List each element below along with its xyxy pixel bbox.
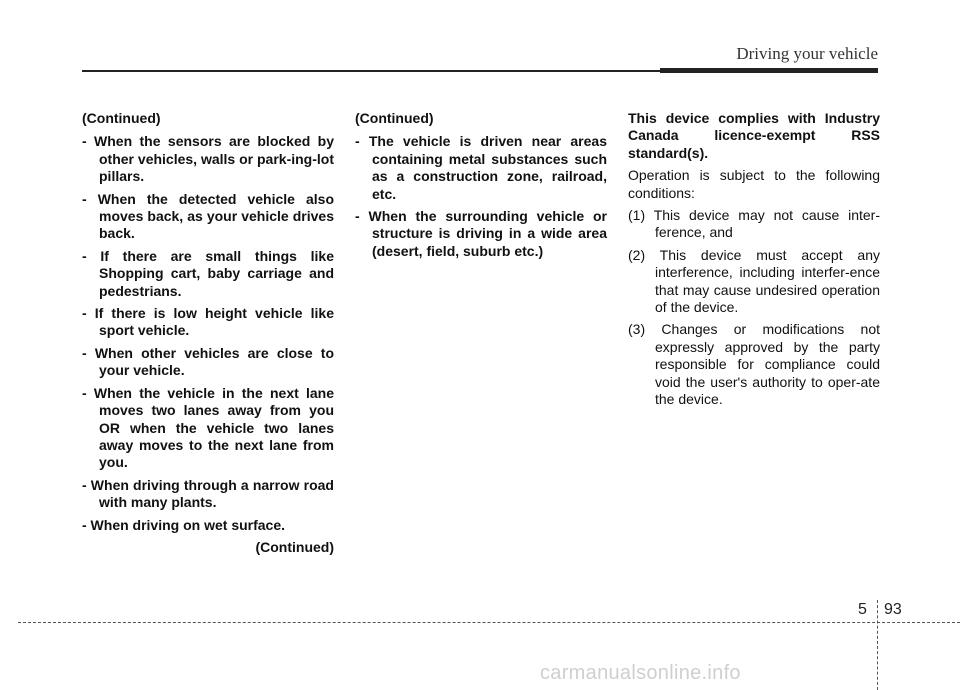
footer-rule — [18, 622, 960, 623]
list-item: - When other vehicles are close to your vehicle. — [82, 344, 334, 379]
list-item: - When the detected vehicle also moves back, as your vehicle drives back. — [82, 190, 334, 242]
column-left — [82, 110, 334, 556]
watermark: carmanualsonline.info — [540, 662, 741, 684]
condition-item: (1) This device may not cause inter-ference, and — [628, 207, 880, 241]
continued-footer: (Continued) — [255, 538, 334, 555]
section-title: Driving your vehicle — [736, 44, 878, 63]
page-number: 93 — [884, 601, 902, 618]
column-middle — [355, 110, 607, 265]
list-item: - When the vehicle in the next lane moves two lanes away from you OR when the vehicle two lanes away moves to the next lane from you. — [82, 384, 334, 471]
header-rule — [82, 70, 662, 72]
condition-item: (3) Changes or modifications not expressly approved by the party responsible for compliance could void the user's authority to oper-ate the device. — [628, 321, 880, 408]
list-item: - If there is low height vehicle like sport vehicle. — [82, 305, 334, 339]
compliance-statement: This device complies with Industry Canada licence-exempt RSS standard(s). — [628, 110, 880, 161]
column-right — [628, 110, 880, 414]
continued-heading: (Continued) — [355, 110, 434, 126]
footer-divider — [877, 600, 878, 690]
continued-heading: (Continued) — [82, 110, 161, 126]
list-item: - When the surrounding vehicle or structure is driving in a wide area (desert, field, suburb etc.) — [355, 208, 607, 259]
condition-item: (2) This device must accept any interference, including interfer-ence that may cause undesired operation of the device. — [628, 246, 880, 316]
header-rule-accent — [660, 68, 878, 73]
list-item: - When driving through a narrow road with many plants. — [82, 476, 334, 511]
list-item: - When driving on wet surface. — [82, 516, 286, 533]
list-item: - When the sensors are blocked by other vehicles, walls or park-ing-lot pillars. — [82, 133, 334, 185]
list-item: - If there are small things like Shopping cart, baby carriage and pedestrians. — [82, 247, 334, 299]
list-item: - The vehicle is driven near areas containing metal substances such as a construction zone, railroad, etc. — [355, 133, 607, 202]
chapter-number: 5 — [858, 601, 867, 618]
conditions-intro: Operation is subject to the following conditions: — [628, 167, 880, 201]
